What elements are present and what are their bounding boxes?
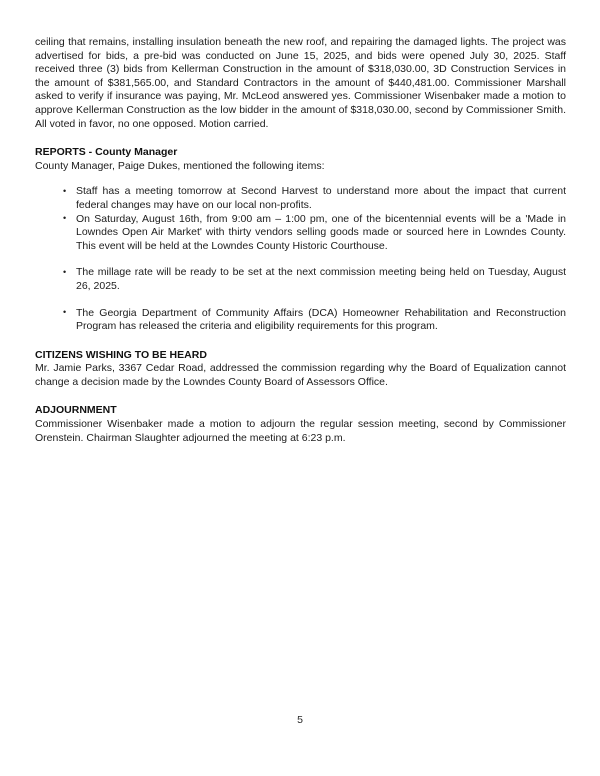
reports-intro-line: County Manager, Paige Dukes, mentioned the following items: — [35, 159, 325, 172]
list-item-text: Staff has a meeting tomorrow at Second Harvest to understand more about the impact that current federal changes may have on our local non-profits. — [76, 185, 566, 211]
list-item — [63, 213, 566, 254]
list-item — [63, 307, 566, 334]
list-item-text: The millage rate will be ready to be set at the next commission meeting being held on Tuesday, August 26, 2025. — [76, 266, 566, 292]
bullet-icon: • — [63, 266, 67, 277]
list-item-text: The Georgia Department of Community Affairs (DCA) Homeowner Rehabilitation and Reconstruction Program has released the criteria and eligibility requirements for this program. — [76, 306, 566, 333]
citizens-section-heading: CITIZENS WISHING TO BE HEARD — [35, 348, 207, 361]
reports-section-heading: REPORTS - County Manager — [35, 146, 178, 159]
page-number: 5 — [297, 714, 303, 727]
list-item-text: On Saturday, August 16th, from 9:00 am – 1:00 pm, one of the bicentennial events will be a 'Made in Lowndes Open Air Market' with thirty vendors selling goods made or sourced here in Lowndes County. This event will be held at the Lowndes County Historic Courthouse. — [76, 212, 566, 252]
bullet-icon: • — [63, 307, 67, 317]
bullet-icon: • — [63, 185, 67, 196]
adjournment-section-heading: ADJOURNMENT — [35, 404, 117, 417]
list-item — [63, 266, 566, 293]
bullet-icon: • — [63, 213, 67, 224]
intro-paragraph: ceiling that remains, installing insulation beneath the new roof, and repairing the damaged lights. The project was advertised for bids, a pre-bid was conducted on June 15, 2025, and bids were opened July 30, 2025. Staff received three (3) bids from Kellerman Construction in the amount of $318,030.00, 3D Construction Services in the amount of $381,565.00, and Standard Contractors in the amount of $440,481.00. Commissioner Marshall asked to verify if insurance was paying, Mr. McLeod answered yes. Commissioner Wisenbaker made a motion to approve Kellerman Construction as the low bidder in the amount of $318,030.00, second by Commissioner Smith. All voted in favor, no one opposed. Motion carried. — [35, 36, 566, 130]
citizens-section-body: Mr. Jamie Parks, 3367 Cedar Road, addressed the commission regarding why the Board of Equalization cannot change a decision made by the Lowndes County Board of Assessors Office. — [35, 362, 566, 388]
reports-bullet-list — [35, 185, 566, 333]
list-item — [63, 185, 566, 212]
adjournment-section-body: Commissioner Wisenbaker made a motion to adjourn the regular session meeting, second by Commissioner Orenstein. Chairman Slaughter adjourned the meeting at 6:23 p.m. — [35, 418, 566, 444]
